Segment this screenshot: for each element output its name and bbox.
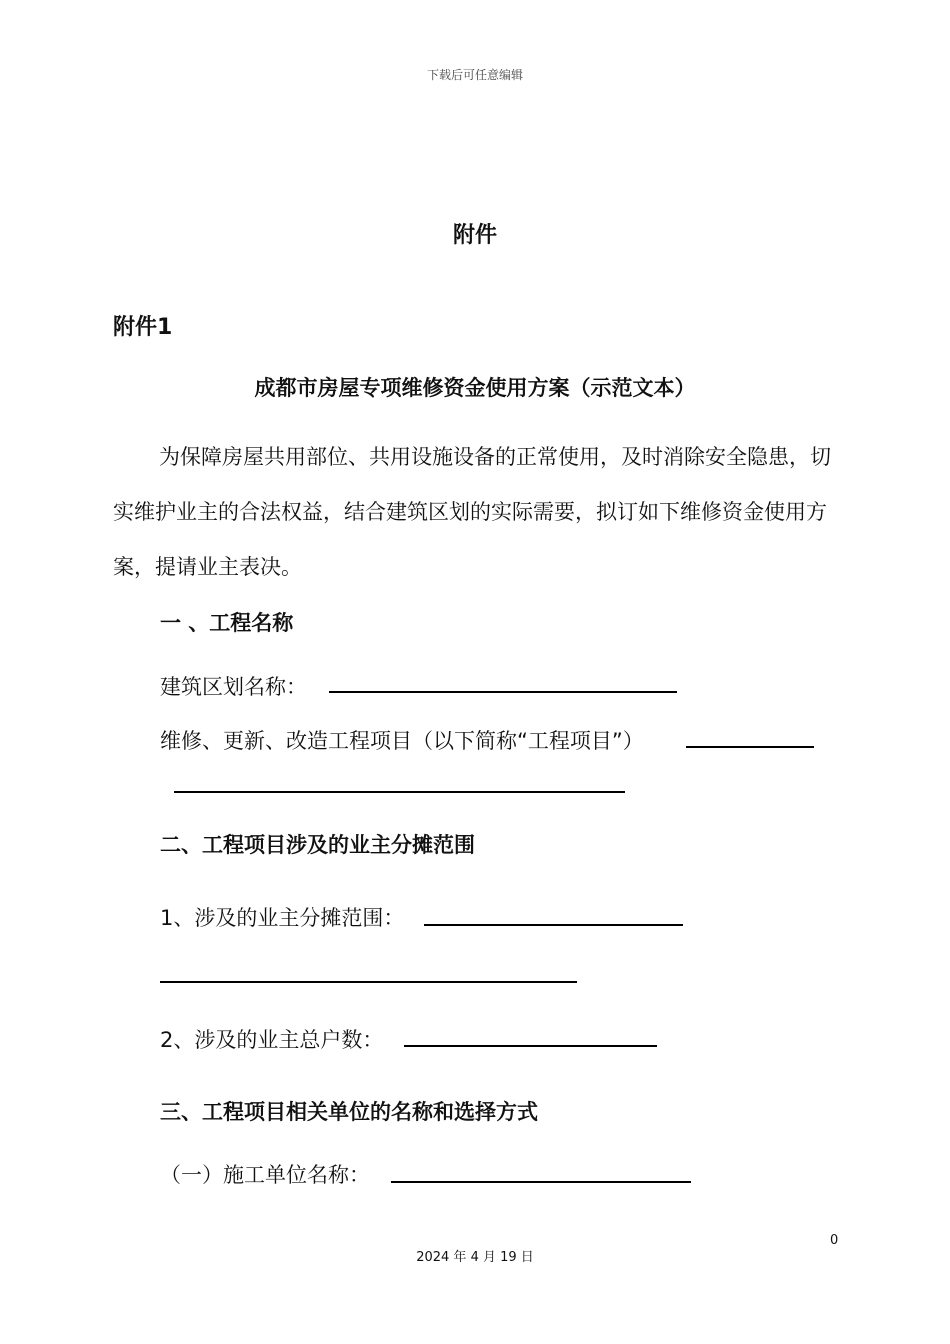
project-name-blank-continued[interactable]	[174, 791, 625, 793]
section-2-heading: 二、工程项目涉及的业主分摊范围	[160, 833, 475, 857]
cost-scope-blank[interactable]	[424, 924, 683, 926]
household-count-blank[interactable]	[404, 1045, 657, 1047]
household-count-label: 2、涉及的业主总户数：	[160, 1028, 384, 1052]
annex-label: 附件1	[113, 315, 173, 340]
zone-name-blank[interactable]	[329, 691, 677, 693]
plan-title: 成都市房屋专项维修资金使用方案（示范文本）	[254, 376, 696, 400]
page-number: 0	[830, 1233, 839, 1248]
section-1-heading: 一 、工程名称	[160, 611, 294, 635]
project-name-label: 维修、更新、改造工程项目（以下简称“工程项目”）	[160, 729, 644, 753]
contractor-name-blank[interactable]	[391, 1181, 691, 1183]
document-title: 附件	[452, 223, 497, 248]
page-header-note: 下载后可任意编辑	[426, 68, 523, 82]
footer-date: 2024 年 4 月 19 日	[416, 1250, 534, 1265]
contractor-name-label: （一）施工单位名称：	[160, 1163, 370, 1187]
project-name-blank[interactable]	[686, 746, 814, 748]
intro-paragraph: 为保障房屋共用部位、共用设施设备的正常使用，及时消除安全隐患，切实维护业主的合法权益，结合建筑区划的实际需要，拟订如下维修资金使用方案，提请业主表决。	[113, 445, 831, 579]
cost-scope-blank-continued[interactable]	[160, 981, 577, 983]
zone-name-label: 建筑区划名称：	[160, 675, 307, 699]
section-3-heading: 三、工程项目相关单位的名称和选择方式	[160, 1100, 538, 1124]
cost-scope-label: 1、涉及的业主分摊范围：	[160, 906, 405, 930]
